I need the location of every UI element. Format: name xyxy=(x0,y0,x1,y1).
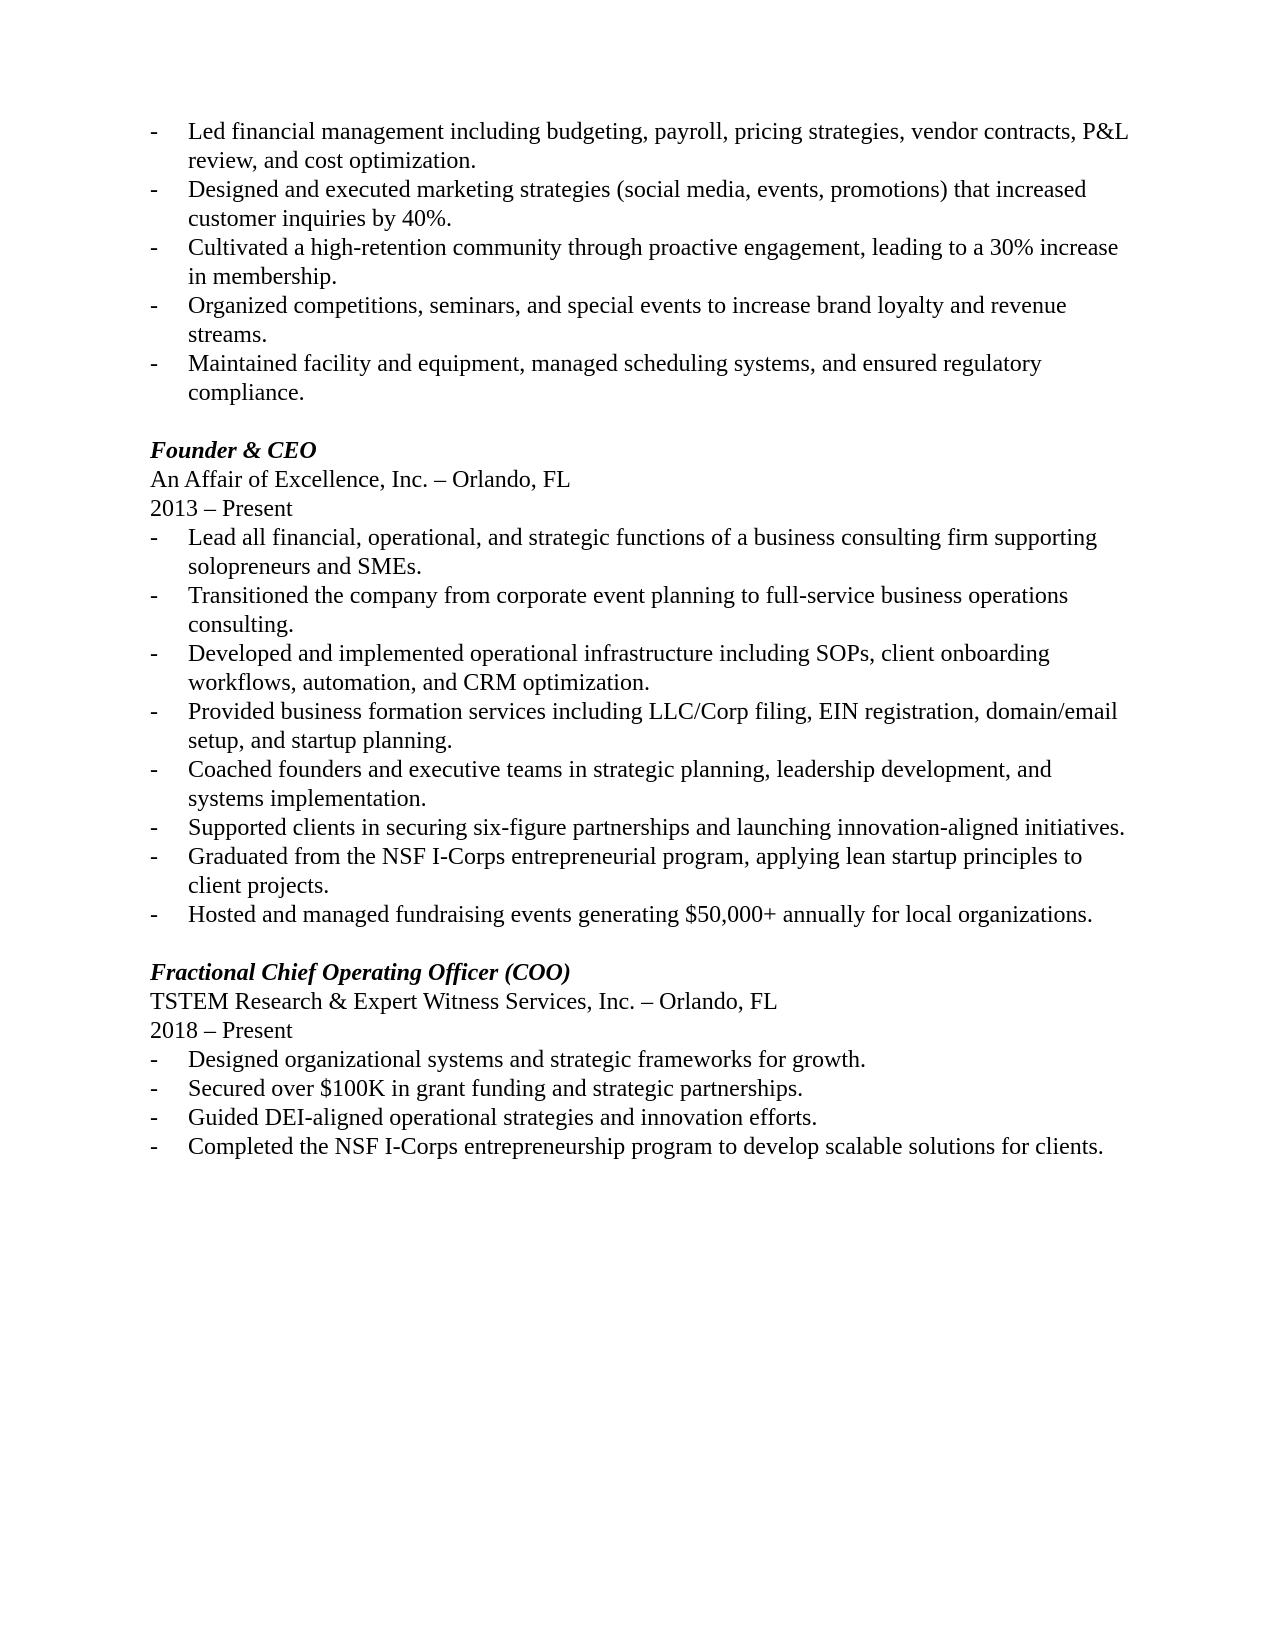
list-item: - Coached founders and executive teams in strategic planning, leadership development, and systems implementation. xyxy=(150,757,1052,812)
job-entry-fractional-coo xyxy=(150,959,1130,1162)
list-item: - Lead all financial, operational, and strategic functions of a business consulting firm supporting solopreneurs and SMEs. xyxy=(150,525,1098,580)
list-item: - Guided DEI-aligned operational strategies and innovation efforts. xyxy=(150,1105,818,1131)
list-item: - Hosted and managed fundraising events generating $50,000+ annually for local organizations. xyxy=(150,902,1093,928)
list-item: - Cultivated a high-retention community through proactive engagement, leading to a 30% increase in membership. xyxy=(150,235,1119,290)
list-item: - Designed and executed marketing strategies (social media, events, promotions) that increased customer inquiries by 40%. xyxy=(150,177,1087,232)
job-bullet-list xyxy=(150,1046,1130,1162)
list-item: - Transitioned the company from corporate event planning to full-service business operations consulting. xyxy=(150,583,1069,638)
company-location: TSTEM Research & Expert Witness Services, Inc. – Orlando, FL xyxy=(150,989,778,1015)
previous-role-bullet-list xyxy=(150,118,1130,408)
job-entry-founder-ceo xyxy=(150,437,1130,930)
job-dates: 2018 – Present xyxy=(150,1018,293,1044)
job-title: Founder & CEO xyxy=(150,438,317,464)
list-item: - Developed and implemented operational infrastructure including SOPs, client onboarding workflows, automation, and CRM optimization. xyxy=(150,641,1050,696)
job-title: Fractional Chief Operating Officer (COO) xyxy=(150,960,571,986)
list-item: - Supported clients in securing six-figure partnerships and launching innovation-aligned initiatives. xyxy=(150,815,1126,841)
list-item: - Secured over $100K in grant funding and strategic partnerships. xyxy=(150,1076,804,1102)
list-item: - Organized competitions, seminars, and special events to increase brand loyalty and revenue streams. xyxy=(150,293,1067,348)
list-item: - Provided business formation services including LLC/Corp filing, EIN registration, domain/email setup, and startup planning. xyxy=(150,699,1118,754)
resume-content xyxy=(150,118,1130,1162)
list-item: - Maintained facility and equipment, managed scheduling systems, and ensured regulatory compliance. xyxy=(150,351,1042,406)
section-spacer xyxy=(150,930,1130,959)
list-item: - Led financial management including budgeting, payroll, pricing strategies, vendor contracts, P&L review, and cost optimization. xyxy=(150,119,1129,174)
section-spacer xyxy=(150,408,1130,437)
job-bullet-list xyxy=(150,524,1130,930)
list-item: - Designed organizational systems and strategic frameworks for growth. xyxy=(150,1047,867,1073)
list-item: - Completed the NSF I-Corps entrepreneurship program to develop scalable solutions for clients. xyxy=(150,1134,1104,1160)
list-item: - Graduated from the NSF I-Corps entrepreneurial program, applying lean startup principles to client projects. xyxy=(150,844,1083,899)
job-dates: 2013 – Present xyxy=(150,496,293,522)
company-location: An Affair of Excellence, Inc. – Orlando, FL xyxy=(150,467,571,493)
